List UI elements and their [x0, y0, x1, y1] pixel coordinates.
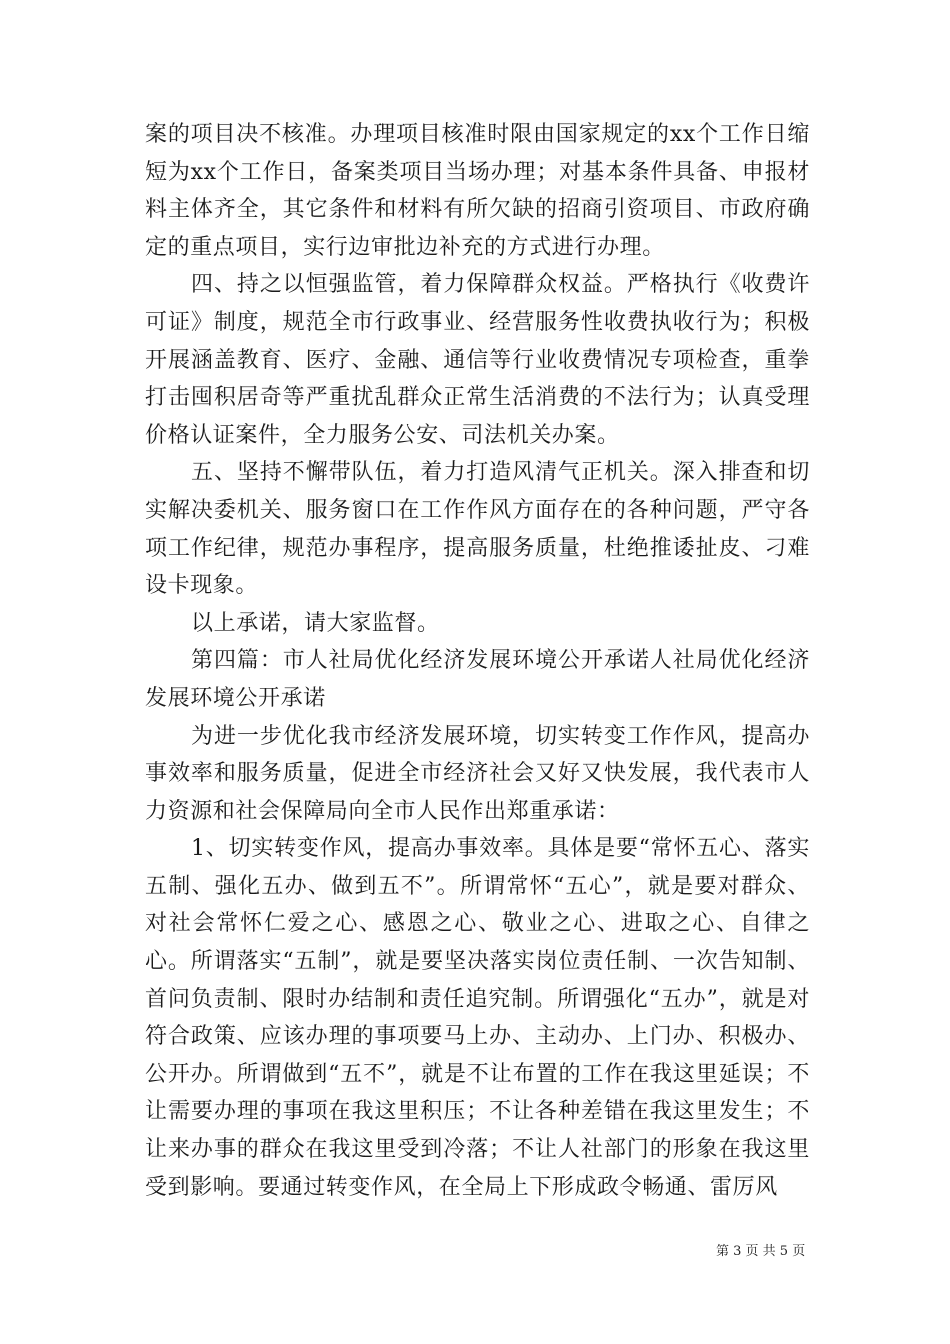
paragraph-point-one: 1、切实转变作风，提高办事效率。具体是要“常怀五心、落实五制、强化五办、做到五不”。所谓常怀“五心”，就是要对群众、对社会常怀仁爱之心、感恩之心、敬业之心、进取之心、自律之心。所谓落实“五制”，就是要坚决落实岗位责任制、一次告知制、首问负责制、限时办结制和责任追究制。所谓强化“五办”，就是对符合政策、应该办理的事项要马上办、主动办、上门办、积极办、公开办。所谓做到“五不”，就是不让布置的工作在我这里延误；不让需要办理的事项在我这里积压；不让各种差错在我这里发生；不让来办事的群众在我这里受到冷落；不让人社部门的形象在我这里受到影响。要通过转变作风，在全局上下形成政令畅通、雷厉风	[145, 836, 810, 1200]
paragraph-closing: 以上承诺，请大家监督。	[191, 610, 440, 636]
section-heading: 第四篇：市人社局优化经济发展环境公开承诺人社局优化经济发展环境公开承诺	[145, 648, 810, 711]
paragraph-item-four: 四、持之以恒强监管，着力保障群众权益。严格执行《收费许可证》制度，规范全市行政事业、经营服务性收费执收行为；积极开展涵盖教育、医疗、金融、通信等行业收费情况专项检查，重拳打击囤积居奇等严重扰乱群众正常生活消费的不法行为；认真受理价格认证案件，全力服务公安、司法机关办案。	[145, 272, 810, 448]
document-body	[145, 116, 810, 1206]
paragraph-continuation: 案的项目决不核准。办理项目核准时限由国家规定的xx个工作日缩短为xx个工作日，备案类项目当场办理；对基本条件具备、申报材料主体齐全，其它条件和材料有所欠缺的招商引资项目、市政府确定的重点项目，实行边审批边补充的方式进行办理。	[145, 122, 810, 260]
paragraph-item-five: 五、坚持不懈带队伍，着力打造风清气正机关。深入排查和切实解决委机关、服务窗口在工作作风方面存在的各种问题，严守各项工作纪律，规范办事程序，提高服务质量，杜绝推诿扯皮、刁难设卡现象。	[145, 460, 810, 599]
paragraph-intro: 为进一步优化我市经济发展环境，切实转变工作作风，提高办事效率和服务质量，促进全市经济社会又好又快发展，我代表市人力资源和社会保障局向全市人民作出郑重承诺：	[145, 723, 810, 824]
page-number-footer: 第 3 页 共 5 页	[716, 1244, 806, 1259]
